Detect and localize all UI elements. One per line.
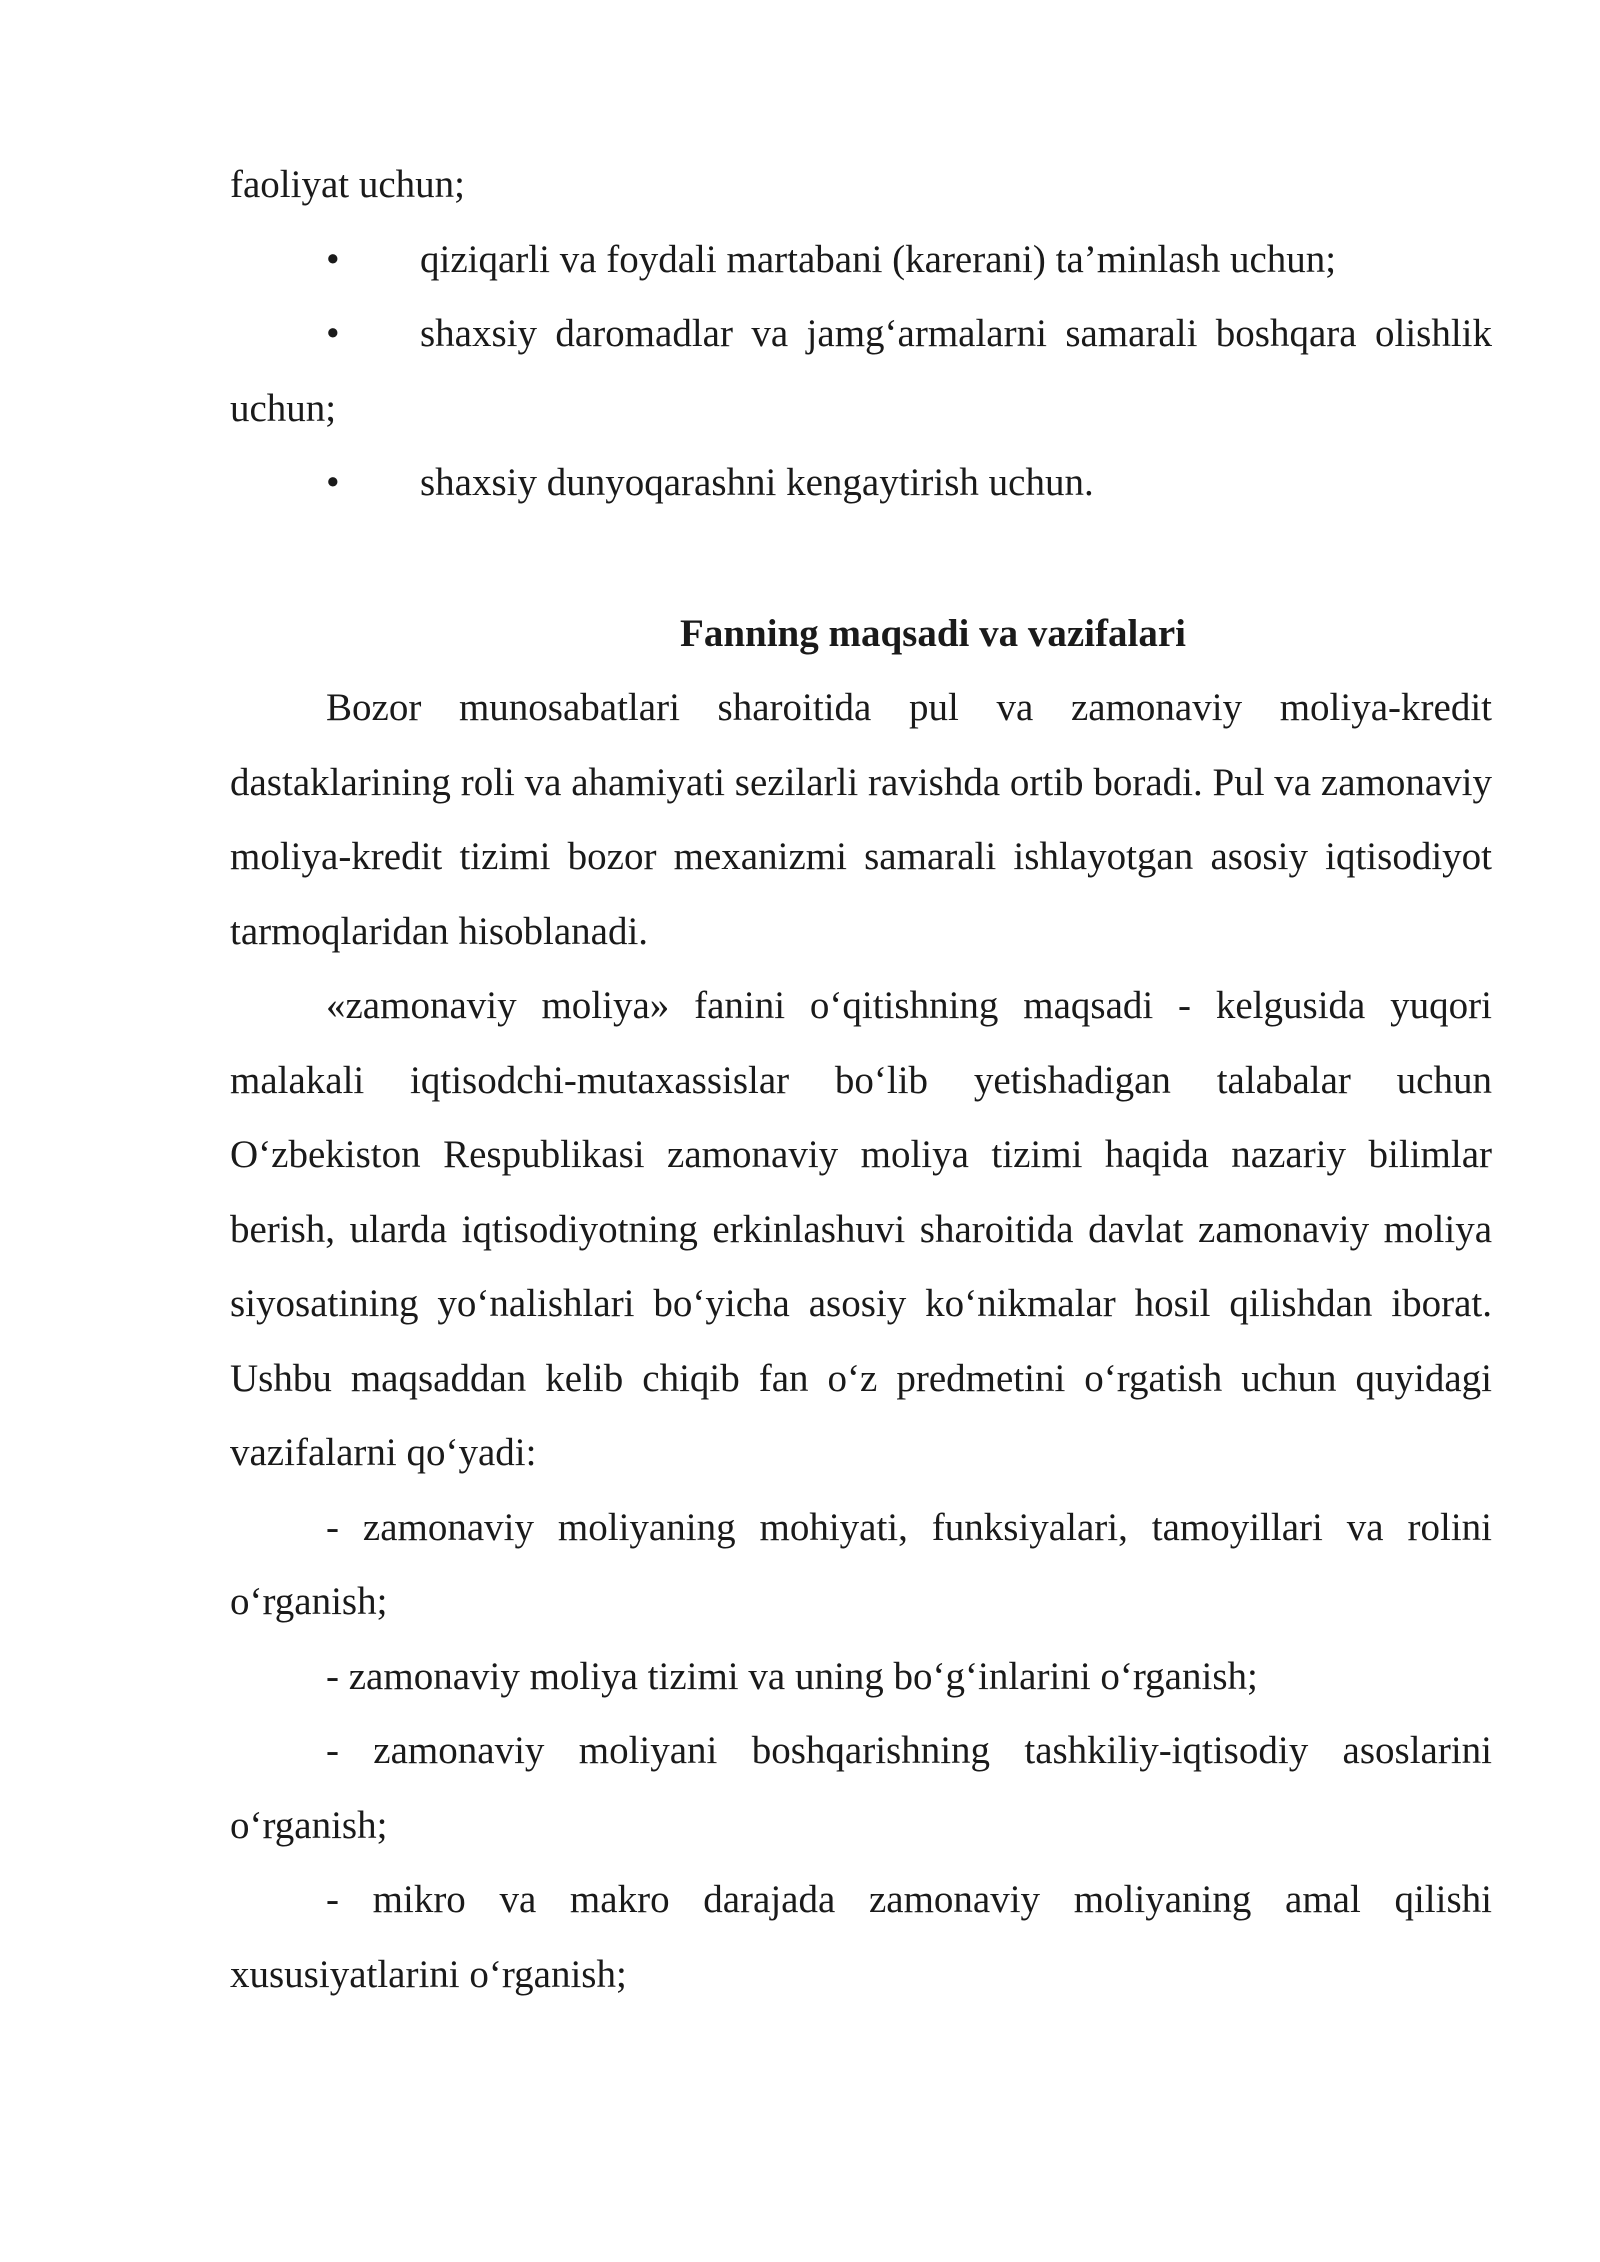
document-page — [230, 148, 1492, 2012]
task-item: - zamonaviy moliya tizimi va uning bo‘g‘inlarini o‘rganish; — [326, 1654, 1258, 1698]
task-item: - zamonaviy moliyani boshqarishning tashkiliy-iqtisodiy asoslarini o‘rganish; — [230, 1729, 1492, 1847]
bullet-item: • qiziqarli va foydali martabani (karerani) ta’minlash uchun; — [326, 237, 1337, 281]
section-heading: Fanning maqsadi va vazifalari — [680, 611, 1186, 655]
section-spacer — [230, 521, 1492, 597]
task-item: - mikro va makro darajada zamonaviy moliyaning amal qilishi xususiyatlarini o‘rganish; — [230, 1878, 1492, 1996]
bullet-item: • shaxsiy daromadlar va jamg‘armalarni samarali boshqara olishlik uchun; — [230, 312, 1492, 430]
bullet-item: • shaxsiy dunyoqarashni kengaytirish uchun. — [326, 461, 1094, 504]
bullet-text: qiziqarli va foydali martabani (karerani) ta’minlash uchun; — [420, 237, 1337, 281]
bullet-text: shaxsiy dunyoqarashni kengaytirish uchun. — [420, 461, 1094, 504]
continuation-line: faoliyat uchun; — [230, 163, 466, 206]
bullet-text: shaxsiy daromadlar va jamg‘armalarni samarali boshqara olishlik uchun; — [230, 312, 1492, 430]
body-paragraph: «zamonaviy moliya» fanini o‘qitishning maqsadi - kelgusida yuqori malakali iqtisodchi-mutaxassislar bo‘lib yetishadigan talabalar uchun O‘zbekiston Respublikasi zamonaviy moliya tizimi haqida nazariy bilimlar berish, ularda iqtisodiyotning erkinlashuvi sharoitida davlat zamonaviy moliya siyosatining yo‘nalishlari bo‘yicha asosiy ko‘nikmalar hosil qilishdan iborat. Ushbu maqsaddan kelib chiqib fan o‘z predmetini o‘rgatish uchun quyidagi vazifalarni qo‘yadi: — [230, 984, 1492, 1474]
body-paragraph: Bozor munosabatlari sharoitida pul va zamonaviy moliya-kredit dastaklarining roli va ahamiyati sezilarli ravishda ortib boradi. Pul va zamonaviy moliya-kredit tizimi bozor mexanizmi samarali ishlayotgan asosiy iqtisodiyot tarmoqlaridan hisoblanadi. — [230, 686, 1492, 953]
task-item: - zamonaviy moliyaning mohiyati, funksiyalari, tamoyillari va rolini o‘rganish; — [230, 1505, 1492, 1623]
